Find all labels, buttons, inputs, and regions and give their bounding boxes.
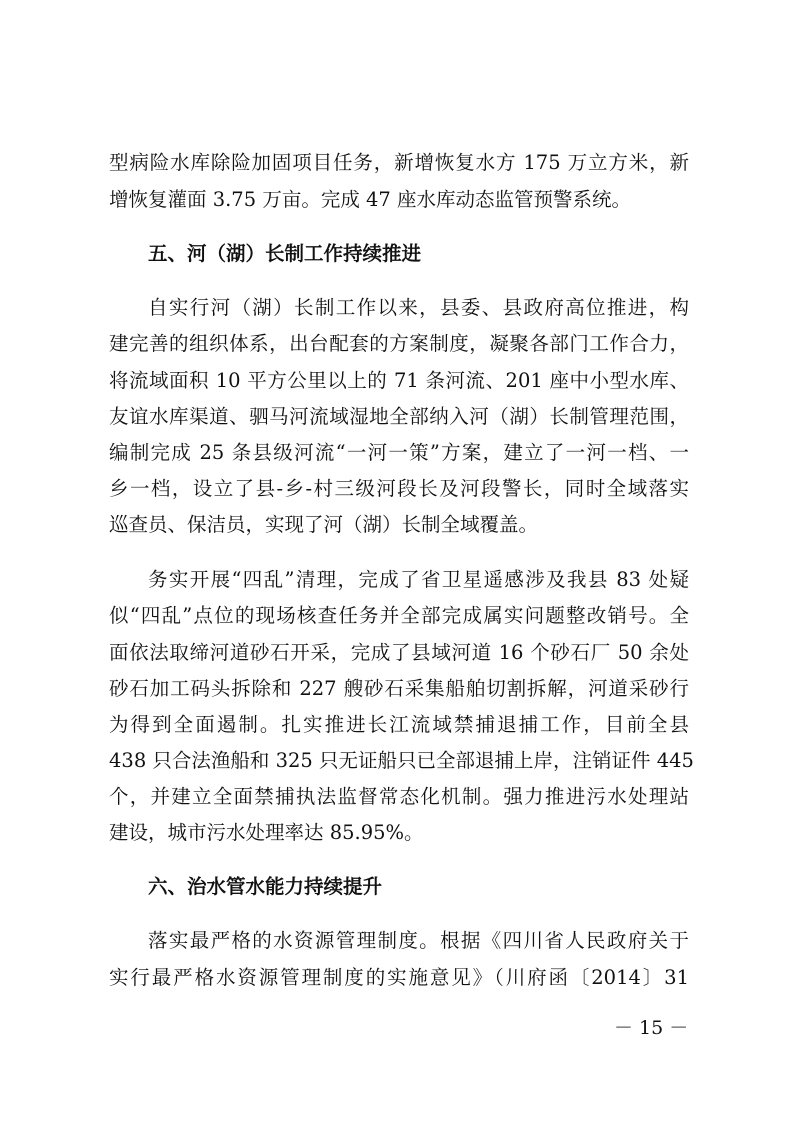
body-text-line: 落实最严格的水资源管理制度。根据《四川省人民政府关于: [148, 929, 689, 952]
page-number: － 15 －: [614, 1017, 689, 1039]
body-text-line: 友谊水库渠道、驷马河流域湿地全部纳入河（湖）长制管理范围，: [109, 405, 689, 428]
body-text-line: 似“四乱”点位的现场核查任务并全部完成属实问题整改销号。全: [109, 604, 689, 627]
section-heading-6: 六、治水管水能力持续提升: [148, 875, 383, 898]
body-text-line: 面依法取缔河道砂石开采，完成了县域河道 16 个砂石厂 50 余处: [109, 641, 689, 664]
body-text-line: 型病险水库除险加固项目任务，新增恢复水方 175 万立方米，新: [109, 151, 689, 174]
body-text-line: 个，并建立全面禁捕执法监督常态化机制。强力推进污水处理站: [109, 785, 689, 808]
body-text-line: 务实开展“四乱”清理，完成了省卫星遥感涉及我县 83 处疑: [148, 568, 689, 591]
body-text-line: 建设，城市污水处理率达 85.95%。: [109, 821, 424, 844]
body-text-line: 编制完成 25 条县级河流“一河一策”方案，建立了一河一档、一: [109, 441, 689, 464]
body-text-line: 为得到全面遏制。扎实推进长江流域禁捕退捕工作，目前全县: [109, 713, 689, 736]
body-text-line: 实行最严格水资源管理制度的实施意见》（川府函〔2014〕31: [109, 966, 689, 989]
section-heading-5: 五、河（湖）长制工作持续推进: [148, 242, 422, 265]
body-text-line: 砂石加工码头拆除和 227 艘砂石采集船舶切割拆解，河道采砂行: [109, 677, 689, 700]
body-text-line: 建完善的组织体系，出台配套的方案制度，凝聚各部门工作合力，: [109, 332, 689, 355]
body-text-line: 438 只合法渔船和 325 只无证船只已全部退捕上岸，注销证件 445: [109, 749, 694, 772]
body-text-line: 巡查员、保洁员，实现了河（湖）长制全域覆盖。: [109, 513, 539, 536]
body-text-line: 自实行河（湖）长制工作以来，县委、县政府高位推进，构: [148, 296, 689, 319]
body-text-line: 增恢复灌面 3.75 万亩。完成 47 座水库动态监管预警系统。: [109, 188, 632, 211]
body-text-line: 将流域面积 10 平方公里以上的 71 条河流、201 座中小型水库、: [109, 369, 689, 392]
body-text-line: 乡一档，设立了县-乡-村三级河段长及河段警长，同时全域落实: [109, 477, 689, 500]
